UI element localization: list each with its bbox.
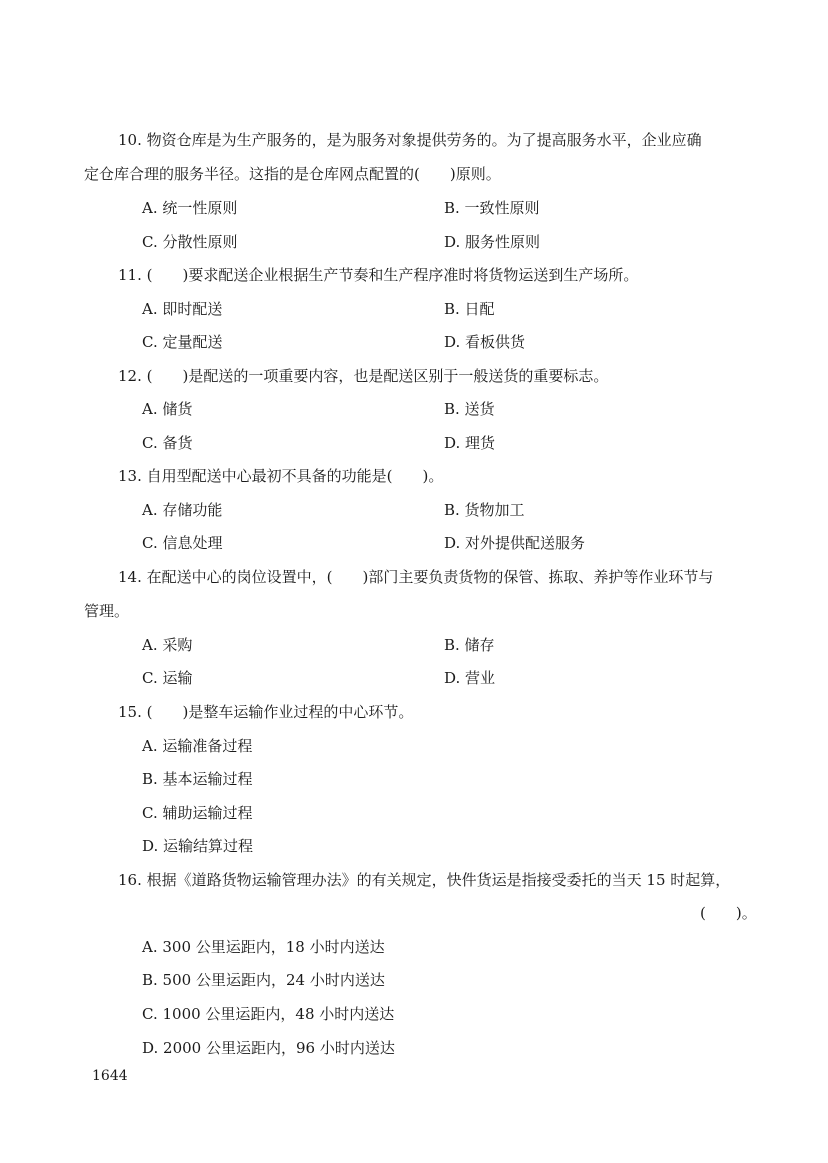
- question-13-option-a: A. 存储功能: [142, 501, 223, 519]
- question-14-option-b: B. 储存: [444, 636, 495, 654]
- question-14-option-c: C. 运输: [142, 669, 193, 687]
- question-10-option-b: B. 一致性原则: [444, 199, 540, 217]
- question-15-option-d: D. 运输结算过程: [142, 837, 254, 855]
- question-16-option-c: C. 1000 公里运距内，48 小时内送达: [142, 1005, 395, 1023]
- question-13-option-d: D. 对外提供配送服务: [444, 534, 586, 552]
- question-11-stem: 11. ( )要求配送企业根据生产节奏和生产程序准时将货物运送到生产场所。: [118, 266, 639, 284]
- question-16-answer-blank: ( )。: [700, 904, 757, 922]
- question-14-option-a: A. 采购: [142, 636, 193, 654]
- question-11-option-c: C. 定量配送: [142, 333, 223, 351]
- question-12-option-b: B. 送货: [444, 400, 495, 418]
- question-12-option-d: D. 理货: [444, 434, 496, 452]
- question-16-option-a: A. 300 公里运距内，18 小时内送达: [142, 938, 385, 956]
- question-10-stem-line-1: 10. 物资仓库是为生产服务的，是为服务对象提供劳务的。为了提高服务水平，企业应确: [118, 131, 702, 149]
- question-14-stem-line-1: 14. 在配送中心的岗位设置中，( )部门主要负责货物的保管、拣取、养护等作业环节与: [118, 568, 714, 586]
- question-16-stem-line-1: 16. 根据《道路货物运输管理办法》的有关规定，快件货运是指接受委托的当天 15 时起算，: [118, 871, 731, 889]
- question-11-option-a: A. 即时配送: [142, 300, 223, 318]
- question-12-option-a: A. 储货: [142, 400, 193, 418]
- question-12-stem: 12. ( )是配送的一项重要内容，也是配送区别于一般送货的重要标志。: [118, 367, 609, 385]
- question-13-option-c: C. 信息处理: [142, 534, 223, 552]
- question-13-stem: 13. 自用型配送中心最初不具备的功能是( )。: [118, 467, 444, 485]
- question-11-option-d: D. 看板供货: [444, 333, 526, 351]
- question-10-option-d: D. 服务性原则: [444, 233, 541, 251]
- question-12-option-c: C. 备货: [142, 434, 193, 452]
- question-15-option-a: A. 运输准备过程: [142, 737, 253, 755]
- question-14-option-d: D. 营业: [444, 669, 496, 687]
- question-16-option-b: B. 500 公里运距内，24 小时内送达: [142, 971, 385, 989]
- question-10-option-c: C. 分散性原则: [142, 233, 238, 251]
- question-10-option-a: A. 统一性原则: [142, 199, 238, 217]
- question-15-option-c: C. 辅助运输过程: [142, 804, 253, 822]
- question-13-option-b: B. 货物加工: [444, 501, 525, 519]
- question-15-option-b: B. 基本运输过程: [142, 770, 253, 788]
- page-number: 1644: [92, 1068, 128, 1084]
- question-10-stem-line-2: 定仓库合理的服务半径。这指的是仓库网点配置的( )原则。: [84, 165, 501, 183]
- question-15-stem: 15. ( )是整车运输作业过程的中心环节。: [118, 703, 414, 721]
- question-11-option-b: B. 日配: [444, 300, 495, 318]
- question-14-stem-line-2: 管理。: [84, 602, 130, 620]
- question-16-option-d: D. 2000 公里运距内，96 小时内送达: [142, 1039, 395, 1057]
